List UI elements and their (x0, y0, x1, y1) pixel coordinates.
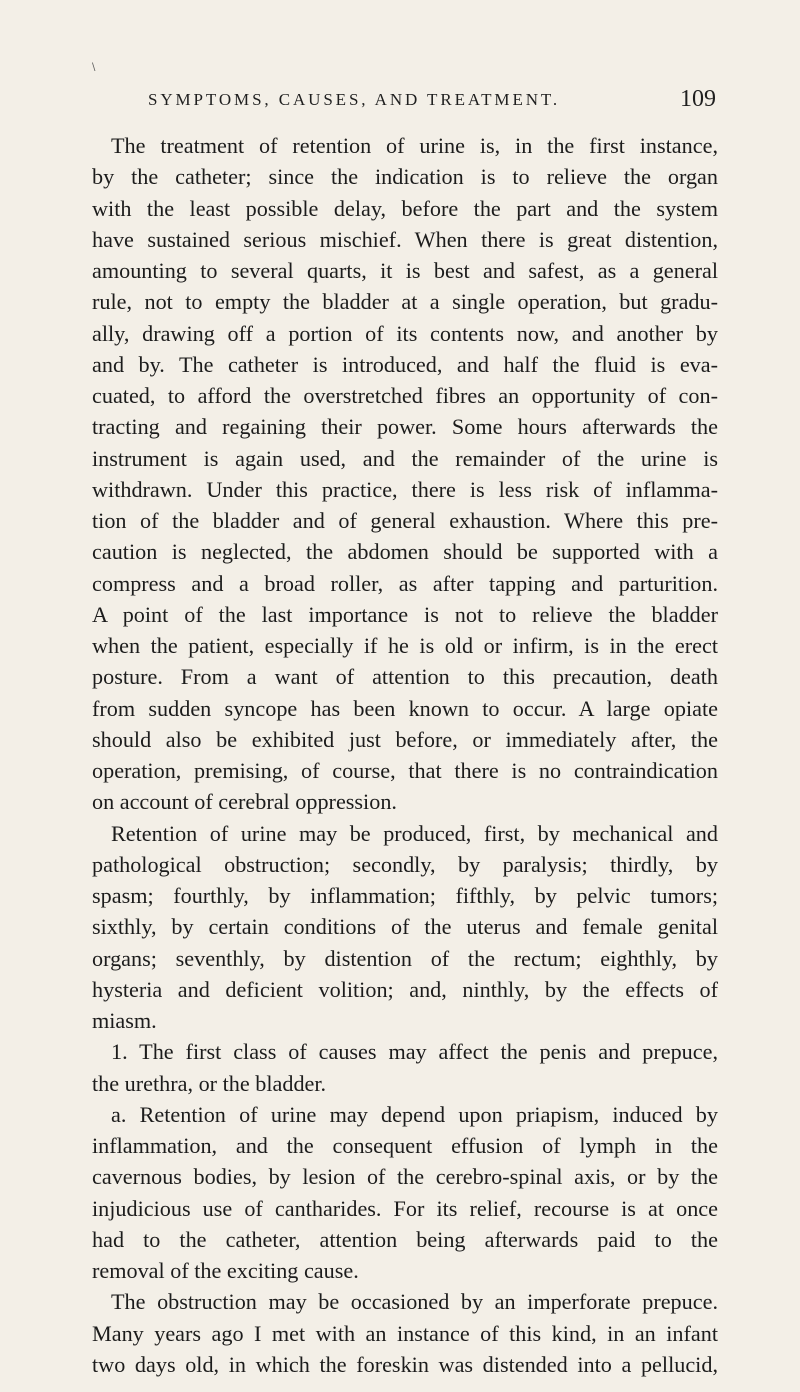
text-line: pathological obstruction; secondly, by paralysis; thirdly, by (92, 851, 718, 877)
text-line: compress and a broad roller, as after tapping and parturition. (92, 570, 718, 596)
text-line: rule, not to empty the bladder at a single operation, but gradu- (92, 289, 718, 315)
text-line: from sudden syncope has been known to occur. A large opiate (92, 695, 718, 721)
text-line: injudicious use of cantharides. For its relief, recourse is at once (92, 1195, 718, 1221)
stray-mark: \ (92, 62, 96, 73)
text-line: The treatment of retention of urine is, in the first instance, (111, 133, 718, 158)
text-line: A point of the last importance is not to relieve the bladder (92, 601, 718, 627)
text-line: when the patient, especially if he is old or infirm, is in the erect (92, 633, 718, 658)
text-line: miasm. (92, 1008, 157, 1033)
running-head (148, 86, 716, 120)
running-title: SYMPTOMS, CAUSES, AND TREATMENT. (148, 90, 561, 109)
text-line: organs; seventhly, by distention of the rectum; eighthly, by (92, 945, 718, 971)
page-number: 109 (680, 86, 716, 112)
text-line: amounting to several quarts, it is best and safest, as a general (92, 258, 718, 283)
text-line: a. Retention of urine may depend upon priapism, induced by (111, 1101, 718, 1127)
text-line: operation, premising, of course, that there is no contraindication (92, 758, 718, 783)
text-line: hysteria and deficient volition; and, ninthly, by the effects of (92, 976, 718, 1002)
text-line: instrument is again used, and the remainder of the urine is (92, 445, 718, 471)
text-line: Many years ago I met with an instance of this kind, in an infant (92, 1320, 718, 1346)
text-line: tracting and regaining their power. Some hours afterwards the (92, 414, 718, 440)
text-line: caution is neglected, the abdomen should be supported with a (92, 539, 718, 565)
text-line: have sustained serious mischief. When there is great distention, (92, 226, 718, 252)
text-line: with the least possible delay, before the part and the system (92, 195, 718, 221)
text-line: had to the catheter, attention being afterwards paid to the (92, 1226, 718, 1252)
text-line: removal of the exciting cause. (92, 1258, 359, 1283)
text-line: inflammation, and the consequent effusion of lymph in the (92, 1133, 718, 1158)
text-line: withdrawn. Under this practice, there is less risk of inflamma- (92, 476, 718, 502)
text-line: cavernous bodies, by lesion of the cerebro-spinal axis, or by the (92, 1164, 718, 1190)
text-line: sixthly, by certain conditions of the uterus and female genital (92, 914, 718, 940)
text-line: ally, drawing off a portion of its contents now, and another by (92, 320, 718, 346)
text-line: should also be exhibited just before, or immediately after, the (92, 726, 718, 752)
text-line: posture. From a want of attention to this precaution, death (92, 664, 718, 690)
text-line: The obstruction may be occasioned by an imperforate prepuce. (111, 1289, 718, 1315)
text-line: tion of the bladder and of general exhaustion. Where this pre- (92, 508, 718, 533)
body-text (92, 130, 718, 1380)
text-line: by the catheter; since the indication is to relieve the organ (92, 164, 718, 190)
text-line: Retention of urine may be produced, first, by mechanical and (111, 820, 718, 846)
text-line: on account of cerebral oppression. (92, 789, 397, 815)
text-line: 1. The first class of causes may affect the penis and prepuce, (111, 1039, 718, 1065)
text-line: and by. The catheter is introduced, and half the fluid is eva- (92, 351, 718, 377)
text-line: cuated, to afford the overstretched fibres an opportunity of con- (92, 383, 718, 408)
text-line: spasm; fourthly, by inflammation; fifthly, by pelvic tumors; (92, 883, 718, 908)
text-line: two days old, in which the foreskin was distended into a pellucid, (92, 1351, 718, 1377)
text-line: the urethra, or the bladder. (92, 1070, 327, 1096)
